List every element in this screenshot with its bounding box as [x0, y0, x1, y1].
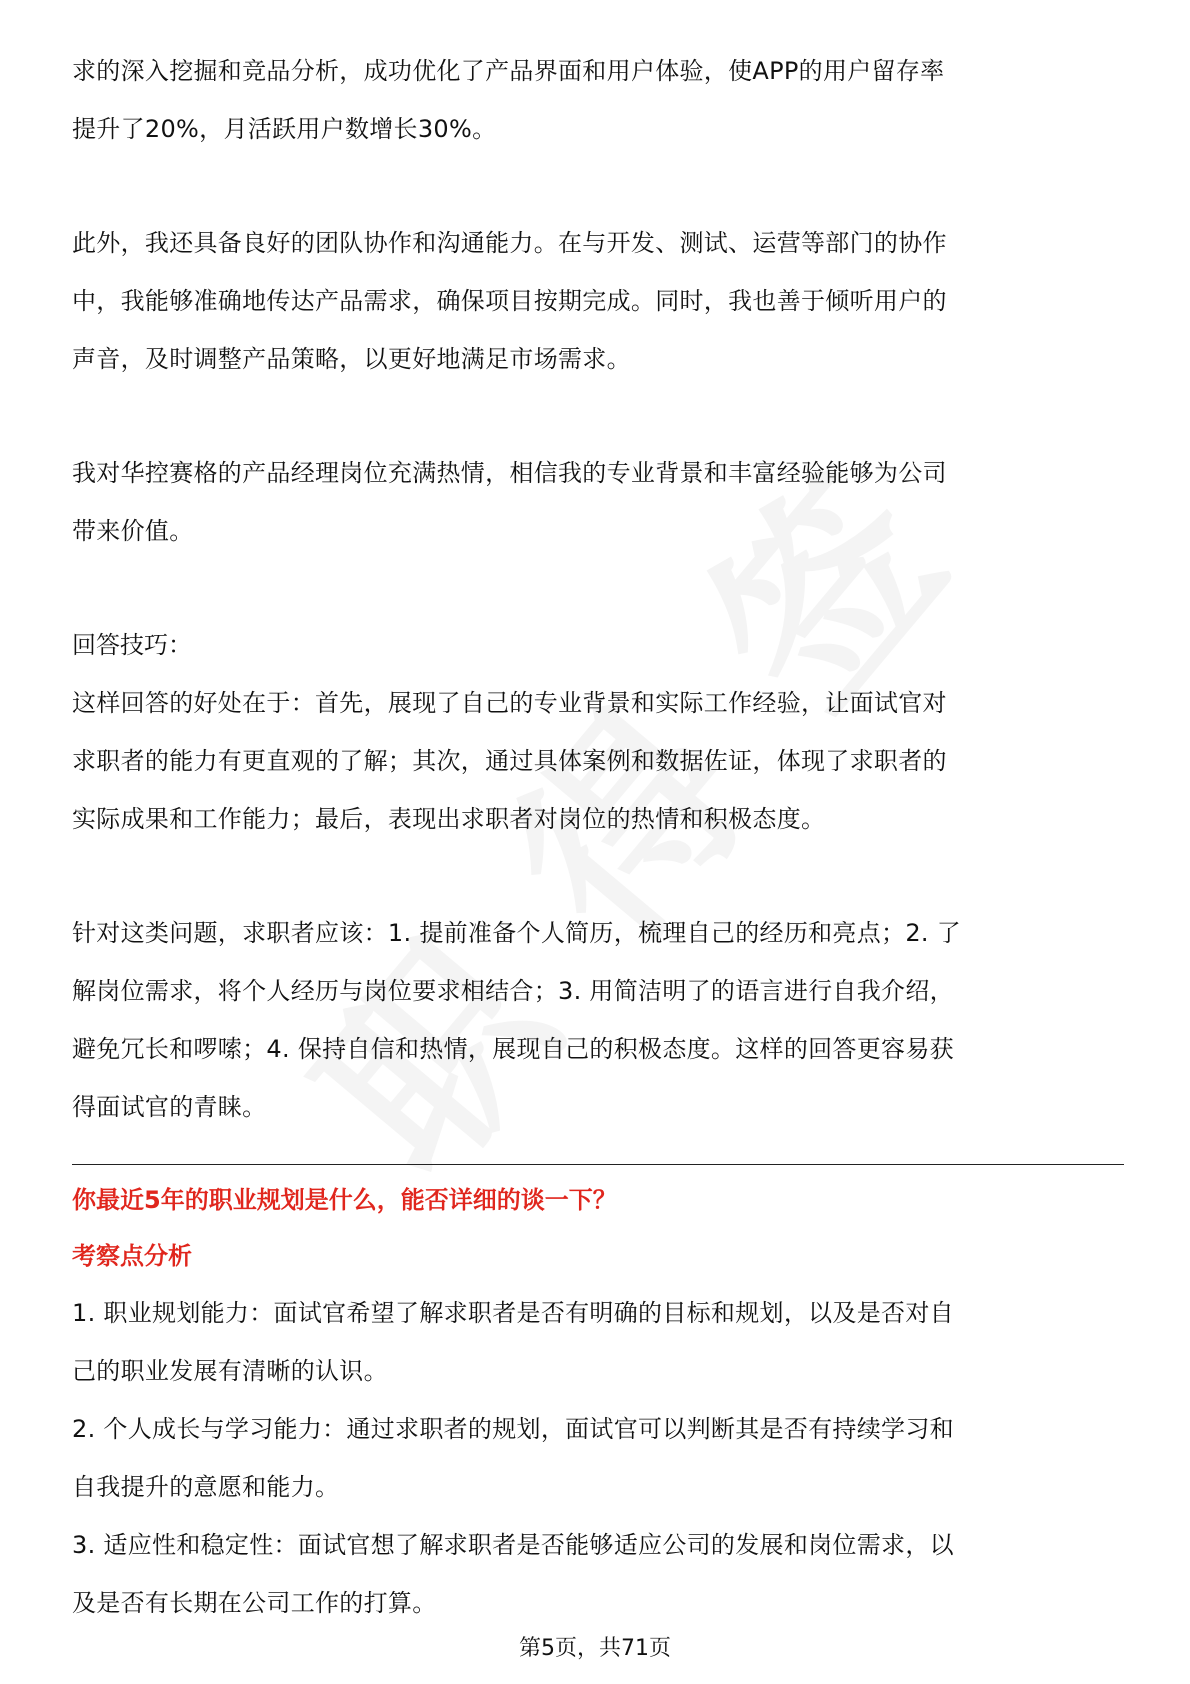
text-line: 求职者的能力有更直观的了解；其次，通过具体案例和数据佐证，体现了求职者的	[72, 747, 947, 775]
question-title: 你最近5年的职业规划是什么，能否详细的谈一下？	[72, 1186, 617, 1214]
analysis-item-1	[72, 1284, 1124, 1400]
text-line: 中，我能够准确地传达产品需求，确保项目按期完成。同时，我也善于倾听用户的	[72, 287, 947, 315]
text-line: 这样回答的好处在于：首先，展现了自己的专业背景和实际工作经验，让面试官对	[72, 689, 947, 717]
text-line: 求的深入挖掘和竞品分析，成功优化了产品界面和用户体验，使APP的用户留存率	[72, 57, 945, 85]
question-section	[72, 1172, 1124, 1632]
paragraph-advice	[72, 904, 1124, 1136]
text-line: 带来价值。	[72, 517, 194, 545]
text-line: 解岗位需求，将个人经历与岗位要求相结合；3. 用简洁明了的语言进行自我介绍，	[72, 977, 954, 1005]
text-line: 1. 职业规划能力：面试官希望了解求职者是否有明确的目标和规划，以及是否对自	[72, 1299, 954, 1327]
text-line: 避免冗长和啰嗦；4. 保持自信和热情，展现自己的积极态度。这样的回答更容易获	[72, 1035, 954, 1063]
text-line: 我对华控赛格的产品经理岗位充满热情，相信我的专业背景和丰富经验能够为公司	[72, 459, 947, 487]
text-line: 自我提升的意愿和能力。	[72, 1473, 340, 1501]
analysis-item-3	[72, 1516, 1124, 1632]
text-line: 此外，我还具备良好的团队协作和沟通能力。在与开发、测试、运营等部门的协作	[72, 229, 947, 257]
text-line: 己的职业发展有清晰的认识。	[72, 1357, 388, 1385]
paragraph-result	[72, 42, 1124, 158]
tips-label: 回答技巧：	[72, 631, 192, 659]
analysis-item-2	[72, 1400, 1124, 1516]
text-line: 声音，及时调整产品策略，以更好地满足市场需求。	[72, 345, 631, 373]
answer-tips	[72, 616, 1124, 848]
page-number: 第5页，共71页	[519, 1636, 671, 1661]
text-line: 针对这类问题，求职者应该：1. 提前准备个人简历，梳理自己的经历和亮点；2. 了	[72, 919, 962, 947]
text-line: 得面试官的青睐。	[72, 1093, 267, 1121]
body-text	[72, 42, 1124, 1136]
section-divider	[72, 1164, 1124, 1165]
text-line: 2. 个人成长与学习能力：通过求职者的规划，面试官可以判断其是否有持续学习和	[72, 1415, 954, 1443]
text-line: 及是否有长期在公司工作的打算。	[72, 1589, 437, 1617]
text-line: 提升了20%，月活跃用户数增长30%。	[72, 115, 497, 143]
paragraph-enthusiasm	[72, 444, 1124, 560]
text-line: 实际成果和工作能力；最后，表现出求职者对岗位的热情和积极态度。	[72, 805, 826, 833]
text-line: 3. 适应性和稳定性：面试官想了解求职者是否能够适应公司的发展和岗位需求，以	[72, 1531, 954, 1559]
paragraph-teamwork	[72, 214, 1124, 388]
analysis-heading: 考察点分析	[72, 1242, 192, 1270]
